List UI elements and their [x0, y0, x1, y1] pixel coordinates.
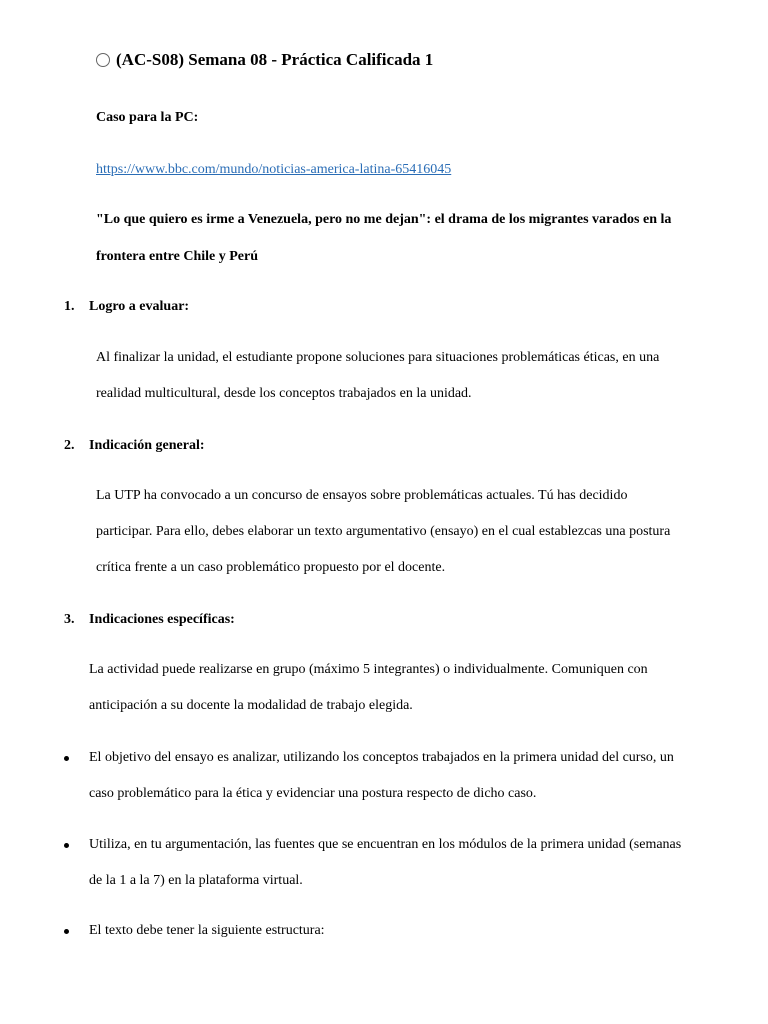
section-1-line-2: realidad multicultural, desde los conceptos trabajados en la unidad. — [96, 386, 472, 401]
case-link[interactable]: https://www.bbc.com/mundo/noticias-america-latina-65416045 — [96, 162, 452, 177]
section-1-line-1: Al finalizar la unidad, el estudiante propone soluciones para situaciones problemáticas éticas, en una — [96, 350, 660, 365]
bullet-2-line-1: Utiliza, en tu argumentación, las fuentes que se encuentran en los módulos de la primera unidad (semanas — [89, 837, 682, 852]
section-3-heading: Indicaciones específicas: — [89, 612, 235, 627]
case-label: Caso para la PC: — [96, 110, 199, 125]
bullet-1-line-2: caso problemático para la ética y evidenciar una postura respecto de dicho caso. — [89, 786, 537, 801]
section-2-heading: Indicación general: — [89, 438, 205, 453]
section-1-heading: Logro a evaluar: — [89, 299, 190, 314]
bullet-1-line-1: El objetivo del ensayo es analizar, utilizando los conceptos trabajados en la primera unidad del curso, un — [89, 750, 674, 765]
bullet-3-icon — [64, 929, 69, 934]
section-2-line-2: participar. Para ello, debes elaborar un texto argumentativo (ensayo) en el cual establezcas una postura — [96, 524, 671, 539]
section-3-line-1: La actividad puede realizarse en grupo (máximo 5 integrantes) o individualmente. Comuniquen con — [89, 662, 648, 677]
section-3-line-2: anticipación a su docente la modalidad de trabajo elegida. — [89, 698, 413, 713]
section-2-number: 2. — [64, 438, 75, 453]
bullet-3-line-1: El texto debe tener la siguiente estructura: — [89, 923, 325, 938]
headline-line-2: frontera entre Chile y Perú — [96, 249, 258, 264]
bullet-2-line-2: de la 1 a la 7) en la plataforma virtual. — [89, 873, 303, 888]
section-2-line-1: La UTP ha convocado a un concurso de ensayos sobre problemáticas actuales. Tú has decidido — [96, 488, 628, 503]
headline-line-1: "Lo que quiero es irme a Venezuela, pero no me dejan": el drama de los migrantes varados en la — [96, 212, 672, 227]
section-1-number: 1. — [64, 299, 75, 314]
title-row — [96, 50, 433, 70]
section-3-number: 3. — [64, 612, 75, 627]
section-2-line-3: crítica frente a un caso problemático propuesto por el docente. — [96, 560, 446, 575]
page-title: (AC-S08) Semana 08 - Práctica Calificada 1 — [116, 50, 434, 69]
bullet-2-icon — [64, 843, 69, 848]
bullet-1-icon — [64, 756, 69, 761]
radio-circle-icon[interactable] — [96, 53, 110, 67]
